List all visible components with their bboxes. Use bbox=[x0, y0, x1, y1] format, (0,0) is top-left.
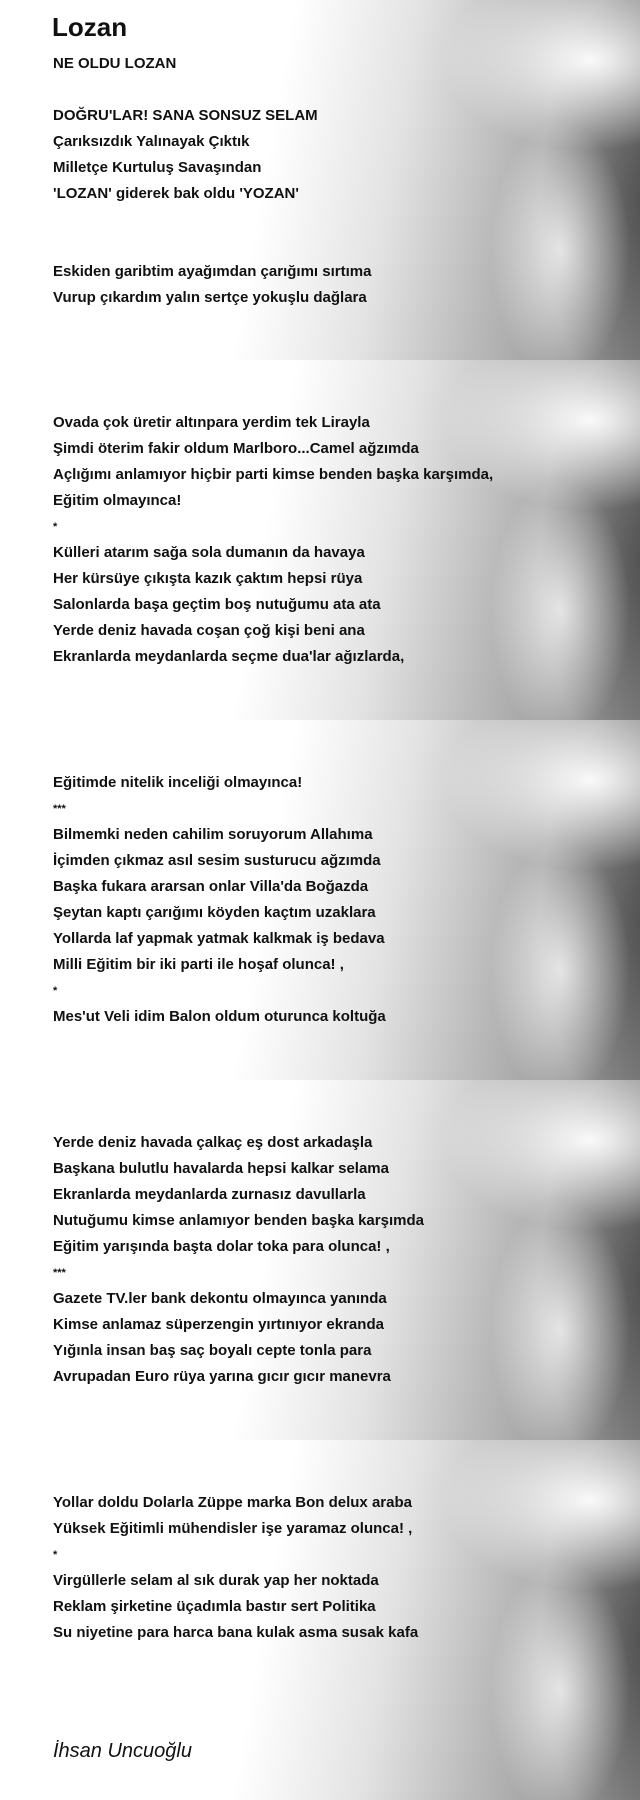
stanza-4 bbox=[53, 1130, 424, 1390]
poem-line: Yüksek Eğitimli mühendisler işe yaramaz olunca! , bbox=[53, 1520, 413, 1537]
poem-line: Yığınla insan baş saç boyalı cepte tonla para bbox=[53, 1342, 372, 1359]
stanza-2 bbox=[53, 410, 493, 670]
poem-card-5 bbox=[0, 1440, 640, 1800]
poem-line: Milletçe Kurtuluş Savaşından bbox=[53, 159, 262, 176]
poem-line: Şeytan kaptı çarığımı köyden kaçtım uzaklara bbox=[53, 904, 376, 921]
poem-line: Kimse anlamaz süperzengin yırtınıyor ekranda bbox=[53, 1316, 384, 1333]
poem-line bbox=[53, 207, 371, 233]
poem-line: Yerde deniz havada coşan çoğ kişi beni ana bbox=[53, 622, 365, 639]
poem-line: Mes'ut Veli idim Balon oldum oturunca koltuğa bbox=[53, 1008, 386, 1025]
poem-line bbox=[53, 77, 371, 103]
poem-line: Yerde deniz havada çalkaç eş dost arkadaşla bbox=[53, 1134, 373, 1151]
poem-line: Ekranlarda meydanlarda seçme dua'lar ağızlarda, bbox=[53, 648, 405, 665]
poem-line: Gazete TV.ler bank dekontu olmayınca yanında bbox=[53, 1290, 387, 1307]
poem-line bbox=[53, 233, 371, 259]
poem-line: Başka fukara ararsan onlar Villa'da Boğazda bbox=[53, 878, 369, 895]
poem-line: Eskiden garibtim ayağımdan çarığımı sırtıma bbox=[53, 263, 372, 280]
poem-line: Eğitimde nitelik inceliği olmayınca! bbox=[53, 774, 303, 791]
stanza-5 bbox=[53, 1490, 418, 1646]
poem-title: Lozan bbox=[52, 12, 128, 42]
poem-line: İçimden çıkmaz asıl sesim susturucu ağzımda bbox=[53, 852, 381, 869]
poem-card-2 bbox=[0, 360, 640, 720]
poem-line: Reklam şirketine üçadımla bastır sert Politika bbox=[53, 1598, 376, 1615]
poem-separator: *** bbox=[53, 1267, 66, 1279]
stanza-3 bbox=[53, 770, 386, 1030]
poem-line: Şimdi öterim fakir oldum Marlboro...Camel ağzımda bbox=[53, 440, 419, 457]
poem-author: İhsan Uncuoğlu bbox=[53, 1740, 192, 1762]
poem-line: Salonlarda başa geçtim boş nutuğumu ata ata bbox=[53, 596, 381, 613]
poem-line: Ekranlarda meydanlarda zurnasız davullarla bbox=[53, 1186, 366, 1203]
poem-line: Her kürsüye çıkışta kazık çaktım hepsi rüya bbox=[53, 570, 363, 587]
poem-separator: * bbox=[53, 521, 58, 533]
poem-line: Milli Eğitim bir iki parti ile hoşaf olunca! , bbox=[53, 956, 344, 973]
poem-line: Külleri atarım sağa sola dumanın da havaya bbox=[53, 544, 365, 561]
poem-line: 'LOZAN' giderek bak oldu 'YOZAN' bbox=[53, 185, 299, 202]
poem-line: Eğitim olmayınca! bbox=[53, 492, 182, 509]
poem-card-4 bbox=[0, 1080, 640, 1440]
poem-line: Başkana bulutlu havalarda hepsi kalkar selama bbox=[53, 1160, 389, 1177]
poem-line: Nutuğumu kimse anlamıyor benden başka karşımda bbox=[53, 1212, 424, 1229]
poem-separator: * bbox=[53, 1549, 58, 1561]
poem-card-3 bbox=[0, 720, 640, 1080]
poem-separator: *** bbox=[53, 803, 66, 815]
poem-line: Yollarda laf yapmak yatmak kalkmak iş bedava bbox=[53, 930, 385, 947]
poem-line: Avrupadan Euro rüya yarına gıcır gıcır manevra bbox=[53, 1368, 391, 1385]
poem-line: Su niyetine para harca bana kulak asma susak kafa bbox=[53, 1624, 419, 1641]
poem-line: Ovada çok üretir altınpara yerdim tek Lirayla bbox=[53, 414, 370, 431]
stanza-1 bbox=[53, 51, 371, 311]
poem-line: Virgüllerle selam al sık durak yap her noktada bbox=[53, 1572, 379, 1589]
poem-line: Açlığımı anlamıyor hiçbir parti kimse benden başka karşımda, bbox=[53, 466, 494, 483]
poem-line: Bilmemki neden cahilim soruyorum Allahıma bbox=[53, 826, 373, 843]
poem-line: Vurup çıkardım yalın sertçe yokuşlu dağlara bbox=[53, 289, 367, 306]
poem-line: NE OLDU LOZAN bbox=[53, 55, 177, 72]
poem-separator: * bbox=[53, 985, 58, 997]
poem-line: Eğitim yarışında başta dolar toka para olunca! , bbox=[53, 1238, 390, 1255]
poem-line: DOĞRU'LAR! SANA SONSUZ SELAM bbox=[53, 107, 318, 124]
poem-line: Yollar doldu Dolarla Züppe marka Bon delux araba bbox=[53, 1494, 412, 1511]
poem-line: Çarıksızdık Yalınayak Çıktık bbox=[53, 133, 250, 150]
poem-card-1 bbox=[0, 0, 640, 360]
